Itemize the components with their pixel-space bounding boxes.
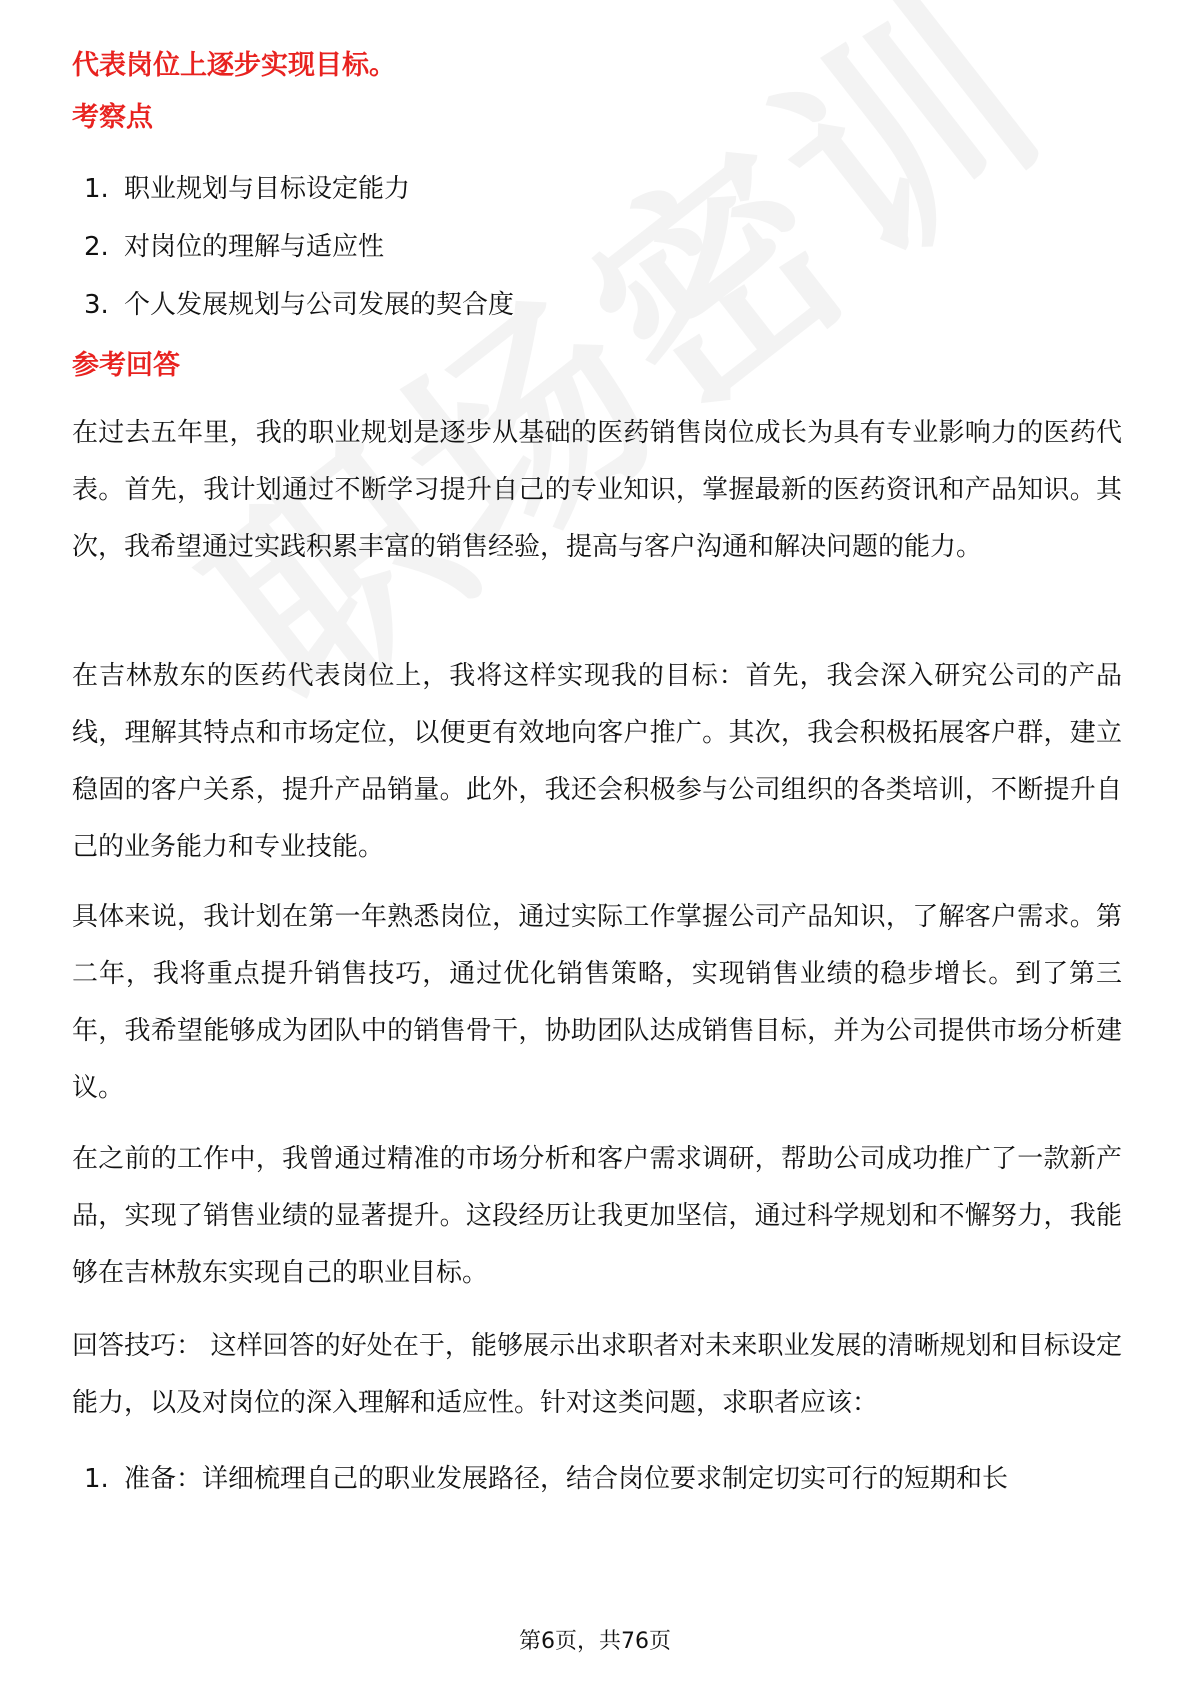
answer-paragraph-2: 在吉林敖东的医药代表岗位上，我将这样实现我的目标：首先，我会深入研究公司的产品线，理解其特点和市场定位，以便更有效地向客户推广。其次，我会积极拓展客户群，建立稳固的客户关系，提升产品销量。此外，我还会积极参与公司组织的各类培训，不断提升自己的业务能力和专业技能。 xyxy=(72,661,1122,862)
list-item: 1. 职业规划与目标设定能力 xyxy=(84,174,411,204)
exam-points-heading: 考察点 xyxy=(72,102,153,133)
watermark xyxy=(180,0,1078,741)
list-item: 1. 准备：详细梳理自己的职业发展路径，结合岗位要求制定切实可行的短期和长 xyxy=(84,1464,1009,1494)
exam-points-list xyxy=(84,160,514,334)
answer-heading: 参考回答 xyxy=(72,350,180,381)
list-item: 2. 对岗位的理解与适应性 xyxy=(84,232,385,262)
answer-tips-paragraph: 回答技巧： 这样回答的好处在于，能够展示出求职者对未来职业发展的清晰规划和目标设定能力，以及对岗位的深入理解和适应性。针对这类问题，求职者应该： xyxy=(72,1331,1122,1418)
list-item: 3. 个人发展规划与公司发展的契合度 xyxy=(84,290,515,320)
answer-paragraph-3: 具体来说，我计划在第一年熟悉岗位，通过实际工作掌握公司产品知识，了解客户需求。第二年，我将重点提升销售技巧，通过优化销售策略，实现销售业绩的稳步增长。到了第三年，我希望能够成为团队中的销售骨干，协助团队达成销售目标，并为公司提供市场分析建议。 xyxy=(72,902,1122,1103)
intro-tail-text: 代表岗位上逐步实现目标。 xyxy=(72,50,396,81)
answer-paragraph-4: 在之前的工作中，我曾通过精准的市场分析和客户需求调研，帮助公司成功推广了一款新产品，实现了销售业绩的显著提升。这段经历让我更加坚信，通过科学规划和不懈努力，我能够在吉林敖东实现自己的职业目标。 xyxy=(72,1144,1122,1288)
answer-paragraph-1: 在过去五年里，我的职业规划是逐步从基础的医药销售岗位成长为具有专业影响力的医药代表。首先，我计划通过不断学习提升自己的专业知识，掌握最新的医药资讯和产品知识。其次，我希望通过实践积累丰富的销售经验，提高与客户沟通和解决问题的能力。 xyxy=(72,418,1122,562)
page-number: 第6页，共76页 xyxy=(519,1629,671,1654)
tips-list xyxy=(84,1450,1008,1508)
